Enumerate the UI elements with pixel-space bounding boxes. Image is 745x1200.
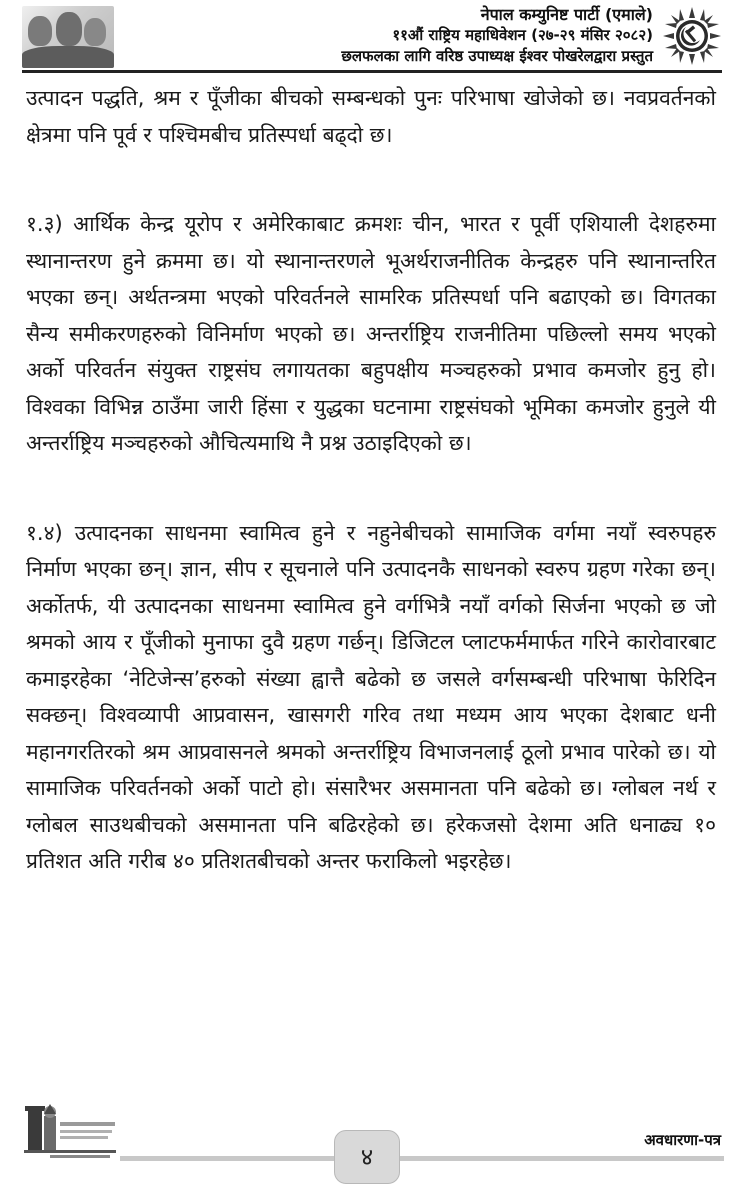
footer-divider [120, 1156, 724, 1161]
paragraph-intro: उत्पादन पद्धति, श्रम र पूँजीका बीचको सम्बन्धको पुनः परिभाषा खोजेको छ। नवप्रवर्तनको क्षेत्रमा पनि पूर्व र पश्चिमबीच प्रतिस्पर्धा बढ्दो छ। [26, 86, 716, 147]
paragraph-1-4: १.४) उत्पादनका साधनमा स्वामित्व हुने र नहुनेबीचको सामाजिक वर्गमा नयाँ स्वरुपहरु निर्माण भएका छन्। ज्ञान, सीप र सूचनाले पनि उत्पादनकै साधनको स्वरुप ग्रहण गरेका छन्। अर्कोतर्फ, यी उत्पादनका साधनमा स्वामित्व हुने वर्गभित्रै नयाँ वर्गको सिर्जना भएको छ जो श्रमको आय र पूँजीको मुनाफा दुवै ग्रहण गर्छन्। डिजिटल प्लाटफर्ममार्फत गरिने कारोवारबाट कमाइरहेका ‘नेटिजेन्स’हरुको संख्या ह्वात्तै बढेको छ जसले वर्गसम्बन्धी परिभाषा फेरिदिन सक्छन्। विश्वव्यापी आप्रवासन, खासगरी गरिव तथा मध्यम आय भएका देशबाट धनी महानगरतिरको श्रम आप्रवासनले श्रमको अन्तर्राष्ट्रिय विभाजनलाई ठूलो प्रभाव पारेको छ। यो सामाजिक परिवर्तनको अर्को पाटो हो। संसारैभर असमानता पनि बढेको छ। ग्लोबल नर्थ र ग्लोबल साउथबीचको असमानता पनि बढिरहेको छ। हरेकजसो देशमा अति धनाढ्य १० प्रतिशत अति गरीब ४० प्रतिशतबीचको अन्तर फराकिलो भइरहेछ। [26, 520, 716, 873]
presenter-line: छलफलका लागि वरिष्ठ उपाध्यक्ष ईश्वर पोखरेलद्वारा प्रस्तुत [341, 47, 653, 65]
document-type-label: अवधारणा-पत्र [644, 1131, 721, 1149]
document-body [26, 80, 716, 880]
header-divider [22, 70, 722, 73]
page-header [0, 0, 745, 74]
page-number: ४ [334, 1130, 400, 1184]
congress-logo-icon [20, 1100, 120, 1160]
page-footer [0, 1092, 745, 1200]
paragraph-1-3: १.३) आर्थिक केन्द्र यूरोप र अमेरिकाबाट क्रमशः चीन, भारत र पूर्वी एशियाली देशहरुमा स्थानान्तरण हुने क्रममा छ। यो स्थानान्तरणले भूअर्थराजनीतिक केन्द्रहरु पनि स्थानान्तरित भएका छन्। अर्थतन्त्रमा भएको परिवर्तनले सामरिक प्रतिस्पर्धा पनि बढाएको छ। विगतका सैन्य समीकरणहरुको विनिर्माण भएको छ। अन्तर्राष्ट्रिय राजनीतिमा पछिल्लो समय भएको अर्को परिवर्तन संयुक्त राष्ट्रसंघ लगायतका बहुपक्षीय मञ्चहरुको प्रभाव कमजोर हुनु हो। विश्वका विभिन्न ठाउँमा जारी हिंसा र युद्धका घटनामा राष्ट्रसंघको भूमिका कमजोर हुनुले यी अन्तर्राष्ट्रिय मञ्चहरुको औचित्यमाथि नै प्रश्न उठाइदिएको छ। [26, 212, 716, 455]
party-name: नेपाल कम्युनिष्ट पार्टी (एमाले) [480, 5, 653, 24]
congress-title: ११औं राष्ट्रिय महाधिवेशन (२७-२९ मंसिर २०८२) [392, 26, 653, 44]
header-title-block [341, 4, 653, 67]
hammer-sickle-sun-icon [662, 6, 722, 66]
leaders-portrait-image [22, 6, 114, 68]
